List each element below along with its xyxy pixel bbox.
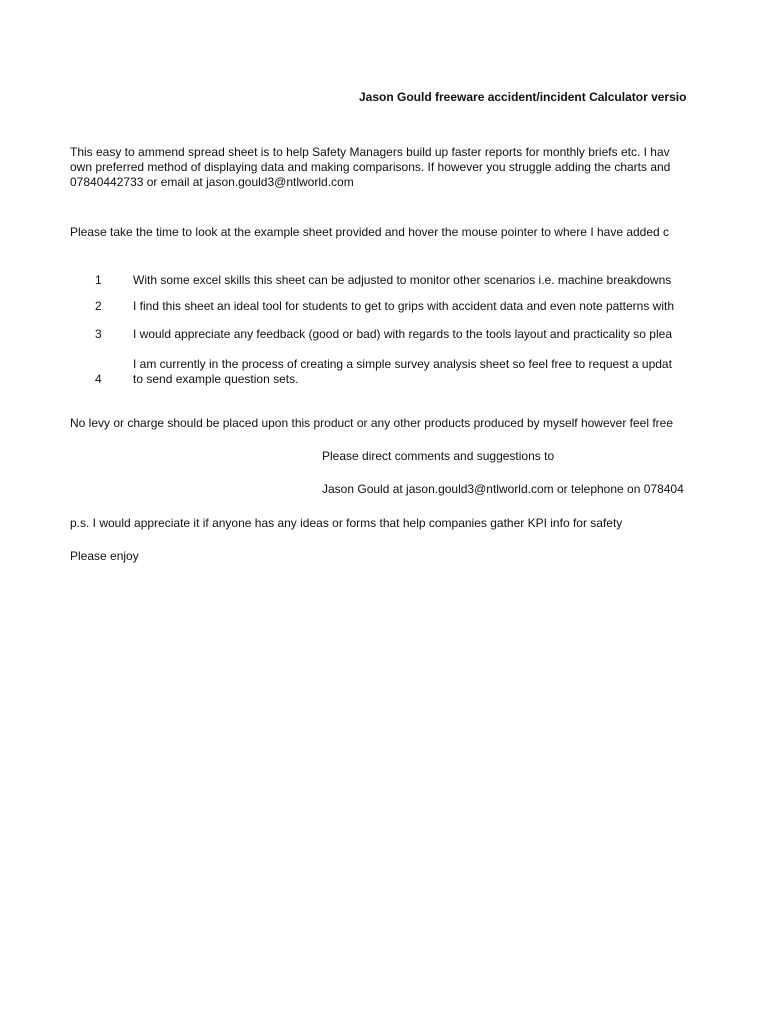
direct-comments: Please direct comments and suggestions to (322, 449, 555, 463)
list-item-number: 2 (95, 299, 102, 313)
example-note: Please take the time to look at the example sheet provided and hover the mouse pointer to where I have added c (70, 225, 670, 239)
closing-line: Please enjoy (70, 549, 139, 563)
list-item-number: 3 (95, 327, 102, 341)
list-item-text: I find this sheet an ideal tool for students to get to grips with accident data and even note patterns with (133, 299, 675, 313)
levy-note: No levy or charge should be placed upon this product or any other products produced by myself however feel free (70, 416, 674, 430)
intro-line: This easy to ammend spread sheet is to help Safety Managers build up faster reports for monthly briefs etc. I hav (70, 145, 670, 159)
list-item-text: With some excel skills this sheet can be adjusted to monitor other scenarios i.e. machine breakdowns (133, 273, 672, 287)
list-item-text: I would appreciate any feedback (good or bad) with regards to the tools layout and practicality so plea (133, 327, 672, 341)
intro-line: own preferred method of displaying data and making comparisons. If however you struggle adding the charts and (70, 160, 671, 174)
list-item-number: 1 (95, 273, 102, 287)
ps-note: p.s. I would appreciate it if anyone has any ideas or forms that help companies gather KPI info for safety (70, 516, 623, 530)
list-item-number: 4 (95, 372, 102, 386)
contact-line: Jason Gould at jason.gould3@ntlworld.com or telephone on 078404 (322, 482, 684, 496)
document-title: Jason Gould freeware accident/incident Calculator versio (359, 90, 687, 104)
list-item-text: I am currently in the process of creating a simple survey analysis sheet so feel free to request a updat (133, 357, 672, 371)
intro-paragraph (70, 145, 670, 190)
list-item-text: to send example question sets. (133, 372, 299, 386)
intro-line: 07840442733 or email at jason.gould3@ntlworld.com (70, 175, 354, 189)
